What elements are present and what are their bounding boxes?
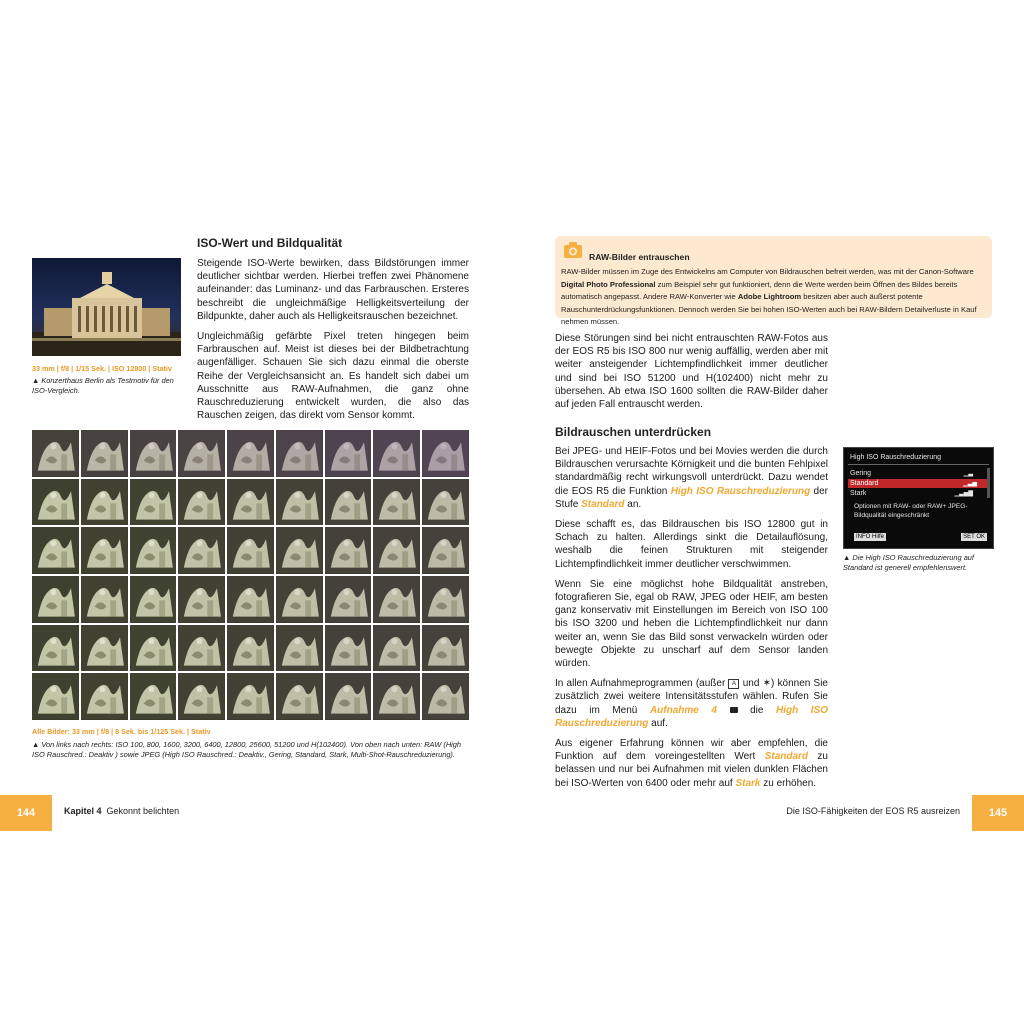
iso-crop-thumbnail [32, 527, 79, 574]
iso-crop-thumbnail [81, 673, 128, 720]
menu-item-standard-selected[interactable]: Standard ▁▃▅ [848, 479, 989, 488]
iso-crop-thumbnail [32, 673, 79, 720]
info-button[interactable]: INFO Hilfe [856, 534, 885, 540]
iso-crop-thumbnail [325, 479, 372, 526]
menu-caption: ▲ Die High ISO Rauschreduzierung auf Standard ist generell empfehlenswert. [843, 553, 974, 572]
iso-crop-thumbnail [81, 576, 128, 623]
menu-note: Optionen mit RAW- oder RAW+ JPEG-Bildqualität eingeschränkt [854, 503, 968, 519]
iso-crop-thumbnail [227, 479, 274, 526]
iso-crop-thumbnail [276, 479, 323, 526]
iso-crop-thumbnail [178, 479, 225, 526]
iso-crop-thumbnail [178, 527, 225, 574]
photo-meta: 33 mm | f/8 | 1/15 Sek. | ISO 12800 | Stativ [32, 364, 172, 373]
menu-scrollbar[interactable] [987, 468, 990, 498]
menu-title: High ISO Rauschreduzierung [850, 454, 942, 461]
paragraph: Wenn Sie eine möglichst hohe Bildqualität anstreben, fotografieren Sie, egal ob RAW, JPEG oder HEIF, am besten ganz konservativ mit Einstellungen im Bereich von ISO 100 bis ISO 3200 und heben die Lichtempfindlichkeit nur dann weiter an, wenn Sie das Bild sonst verwackeln würden oder bewegte Objekte zu unscharf auf dem Sensor landen würden. [555, 578, 828, 670]
iso-crop-thumbnail [276, 576, 323, 623]
iso-crop-thumbnail [422, 673, 469, 720]
iso-crop-thumbnail [325, 673, 372, 720]
iso-crop-thumbnail [373, 527, 420, 574]
iso-crop-thumbnail [81, 479, 128, 526]
iso-crop-thumbnail [373, 625, 420, 672]
iso-crop-thumbnail [227, 430, 274, 477]
iso-crop-thumbnail [32, 625, 79, 672]
left-text-column [197, 257, 469, 422]
camera-tip-icon [563, 241, 583, 259]
iso-crop-thumbnail [276, 673, 323, 720]
iso-crop-thumbnail [422, 479, 469, 526]
iso-crop-thumbnail [276, 527, 323, 574]
iso-crop-thumbnail [422, 430, 469, 477]
iso-crop-thumbnail [325, 576, 372, 623]
scene-auto-icon: A [728, 679, 739, 689]
menu-item-gering[interactable]: Gering ▁▃ [850, 470, 973, 477]
iso-crop-thumbnail [373, 430, 420, 477]
iso-comparison-grid [32, 430, 469, 720]
level-high-icon: ▁▃▅▇ [954, 491, 973, 497]
iso-crop-thumbnail [325, 430, 372, 477]
set-ok-button[interactable]: SET OK [963, 534, 985, 540]
iso-crop-thumbnail [373, 673, 420, 720]
page-number-right: 145 [972, 795, 1024, 831]
camera-menu-icon [730, 707, 738, 713]
paragraph: Aus eigener Erfahrung können wir aber empfehlen, die Funktion auf dem voreingestellten Wert Standard zu belassen und nur bei Aufnahmen mit vielen dunklen Flächen bei ISO-Werten von 6400 oder mehr auf Stark zu erhöhen. [555, 738, 828, 789]
iso-crop-thumbnail [227, 576, 274, 623]
paragraph: Bei JPEG- und HEIF-Fotos und bei Movies werden die durch Bildrauschen verursachte Körnigkeit und die bunten Fehlpixel standardmäßig recht wirkungsvoll unterdrückt. Dazu wendet die EOS R5 die Funktion High ISO Rauschreduzierung der Stufe Standard an. [555, 446, 829, 510]
tip-text: RAW-Bilder müssen im Zuge des Entwickelns am Computer von Bildrauschen befreit werden, was mit der Canon-Software Digital Photo Professional zum Beispiel sehr gut funktioniert, denn die Werte werden beim Öffnen des Bildes bereits automatisch angepasst. Andere RAW-Konverter wie Adobe Lightroom besitzen aber auch äußerst potente Rauschunterdrückungsfunktionen. Dennoch werden Sie bei hohen ISO-Werten auch bei RAW-Bildern Detailverluste in Kauf nehmen müssen. [561, 267, 977, 327]
iso-crop-thumbnail [32, 430, 79, 477]
iso-crop-thumbnail [130, 576, 177, 623]
right-text-column [555, 445, 828, 790]
paragraph: In allen Aufnahmeprogrammen (außer A und ✶) können Sie zusätzlich zwei weitere Intensitätsstufen wählen. Rufen Sie dazu im Menü Aufnahme 4 die High ISO Rauschreduzierung auf. [555, 678, 828, 729]
level-mid-icon: ▁▃▅ [963, 481, 977, 487]
camera-menu-screenshot [843, 447, 994, 549]
tip-box-raw [555, 236, 992, 327]
iso-crop-thumbnail [227, 625, 274, 672]
iso-crop-thumbnail [178, 673, 225, 720]
iso-crop-thumbnail [130, 625, 177, 672]
iso-crop-thumbnail [422, 625, 469, 672]
photo-caption: ▲ Konzerthaus Berlin als Testmotiv für den ISO-Vergleich. [32, 376, 174, 395]
iso-crop-thumbnail [325, 625, 372, 672]
page-number-left: 144 [0, 795, 52, 831]
iso-crop-thumbnail [130, 479, 177, 526]
iso-crop-thumbnail [178, 625, 225, 672]
section-heading-noise: Bildrauschen unterdrücken [555, 425, 712, 439]
iso-crop-thumbnail [227, 673, 274, 720]
paragraph: Diese Störungen sind bei nicht entrauschten RAW-Fotos aus der EOS R5 bis ISO 800 nur wenig auffällig, werden aber mit weiter ansteigender Lichtempfindlichkeit immer deutlicher und sind bei ISO 51200 und H(102400) nicht mehr zu übersehen. Ab etwa ISO 1600 sollten die RAW-Bilder daher auf jeden Fall entrauscht werden. [555, 333, 828, 411]
iso-crop-thumbnail [276, 430, 323, 477]
iso-crop-thumbnail [130, 673, 177, 720]
grid-caption: ▲ Von links nach rechts: ISO 100, 800, 1600, 3200, 6400, 12800, 25600, 51200 und H(102400). Von oben nach unten: RAW (High ISO Rauschred.: Deaktiv ) sowie JPEG (High ISO Rauschred.: Deaktiv., Gering, Standard, Stark, Multi-Shot-Rauschreduzierung). [32, 740, 462, 759]
paragraph: Steigende ISO-Werte bewirken, dass Bildstörungen immer deutlicher sichtbar werden. Hierbei treffen zwei Phänomene aufeinander: das Luminanz- und das Farbrauschen. Ersteres beschreibt die ungleichmäßige Helligkeitsverteilung der Bildpunkte, daher auch als Helligkeitsrauschen bezeichnet. [197, 258, 469, 322]
iso-crop-thumbnail [130, 430, 177, 477]
iso-crop-thumbnail [276, 625, 323, 672]
iso-crop-thumbnail [81, 625, 128, 672]
iso-crop-thumbnail [325, 527, 372, 574]
iso-crop-thumbnail [81, 430, 128, 477]
iso-crop-thumbnail [373, 576, 420, 623]
paragraph: Ungleichmäßig gefärbte Pixel treten hingegen beim Farbrauschen auf. Meist ist dieses bei der Bildbetrachtung augenfälliger. Schauen Sie sich dazu einmal die oberste Reihe der Vergleichsansicht an. Es handelt sich dabei um Ausschnitte aus RAW-Aufnahmen, die ganz ohne Rauschreduzierung entwickelt wurden, die also das Rauschen zeigen, das direkt vom Sensor kommt. [197, 331, 469, 422]
menu-divider [848, 464, 989, 465]
menu-item-stark[interactable]: Stark ▁▃▅▇ [850, 490, 973, 497]
star-flash-icon: ✶ [762, 678, 771, 690]
tip-title: RAW-Bilder entrauschen [589, 252, 690, 262]
right-text-top [555, 332, 828, 411]
section-heading-iso: ISO-Wert und Bildqualität [197, 236, 343, 250]
iso-crop-thumbnail [32, 479, 79, 526]
iso-crop-thumbnail [422, 527, 469, 574]
footer-left: Kapitel 4 Gekonnt belichten [64, 806, 180, 816]
concert-house-photo [32, 258, 181, 356]
iso-crop-thumbnail [227, 527, 274, 574]
paragraph: Diese schafft es, das Bildrauschen bis ISO 12800 gut in Schach zu halten. Allerdings sinkt die Detailauflösung, weshalb die feinen Strukturen mit steigender Lichtempfindlichkeit immer deutlicher verschwimmen. [555, 519, 828, 570]
iso-crop-thumbnail [178, 576, 225, 623]
level-low-icon: ▁▃ [963, 471, 973, 477]
iso-crop-thumbnail [422, 576, 469, 623]
iso-crop-thumbnail [130, 527, 177, 574]
grid-meta: Alle Bilder: 33 mm | f/8 | 8 Sek. bis 1/125 Sek. | Stativ [32, 727, 211, 736]
iso-crop-thumbnail [81, 527, 128, 574]
iso-crop-thumbnail [373, 479, 420, 526]
footer-right: Die ISO-Fähigkeiten der EOS R5 ausreizen [786, 806, 960, 816]
iso-crop-thumbnail [178, 430, 225, 477]
iso-crop-thumbnail [32, 576, 79, 623]
